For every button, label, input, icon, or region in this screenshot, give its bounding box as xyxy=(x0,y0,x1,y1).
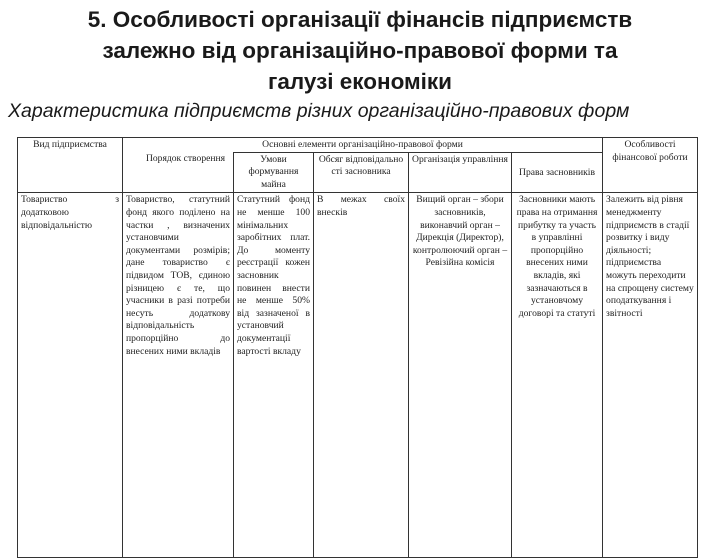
cell-enterprise-type: Товариство з додатковою відповідальністю xyxy=(18,193,123,558)
header-main-elements-label: Основні елементи організаційно-правової форми xyxy=(262,139,463,150)
header-financial-features: Особливості фінансової роботи xyxy=(603,138,698,193)
header-founder-liability: Обсяг відповідально сті засновника xyxy=(314,152,409,193)
header-enterprise-type: Вид підприємства xyxy=(18,138,123,193)
title-line-3: галузі економіки xyxy=(267,69,453,94)
cell-management-organization: Вищий орган – збори засновників, виконавчий орган – Дирекція (Директор), контролюючий орган – Ревізійна комісія xyxy=(409,193,512,558)
table-header-row-1 xyxy=(18,138,698,153)
page-title xyxy=(0,4,720,97)
header-founder-rights: Права засновників xyxy=(512,152,603,193)
cell-founder-liability: В межах своїх внесків xyxy=(314,193,409,558)
cell-property-conditions: Статутний фонд не менше 100 мінімальних заробітних плат. До моменту реєстрації кожен засновник повинен внести не менше 50% від зазначеної в установчий документації вартості вкладу xyxy=(234,193,314,558)
cell-founder-rights: Засновники мають права на отримання прибутку та участь в управлінні пропорційно внесених ними вкладів, які зазначаються в установчому договорі та статуті xyxy=(512,193,603,558)
header-creation-order: Порядок створення xyxy=(123,152,234,193)
page-subtitle: Характеристика підприємств різних організаційно-правових форм xyxy=(8,100,630,122)
header-property-conditions: Умови формування майна xyxy=(234,152,314,193)
characteristics-table xyxy=(17,137,698,558)
cell-financial-features: Залежить від рівня менеджменту підприємств в стадії розвитку і виду діяльності; підприємства можуть переходити на спрощену систему оподаткування і звітності xyxy=(603,193,698,558)
title-line-1: 5. Особливості організації фінансів підприємств xyxy=(87,7,633,32)
header-management-organization: Організація управління xyxy=(409,152,512,193)
title-line-2: залежно від організаційно-правової форми та xyxy=(102,38,618,63)
header-main-elements xyxy=(123,138,603,153)
cell-creation-order: Товариство, статутний фонд якого поділено на частки , визначених установчими документами розмірів; дане товариство є підвидом ТОВ, єдиною різницею є те, що учасники в разі потреби несуть додаткову відповідальність пропорційно до внесених ними вкладів xyxy=(123,193,234,558)
table-row xyxy=(18,193,698,558)
